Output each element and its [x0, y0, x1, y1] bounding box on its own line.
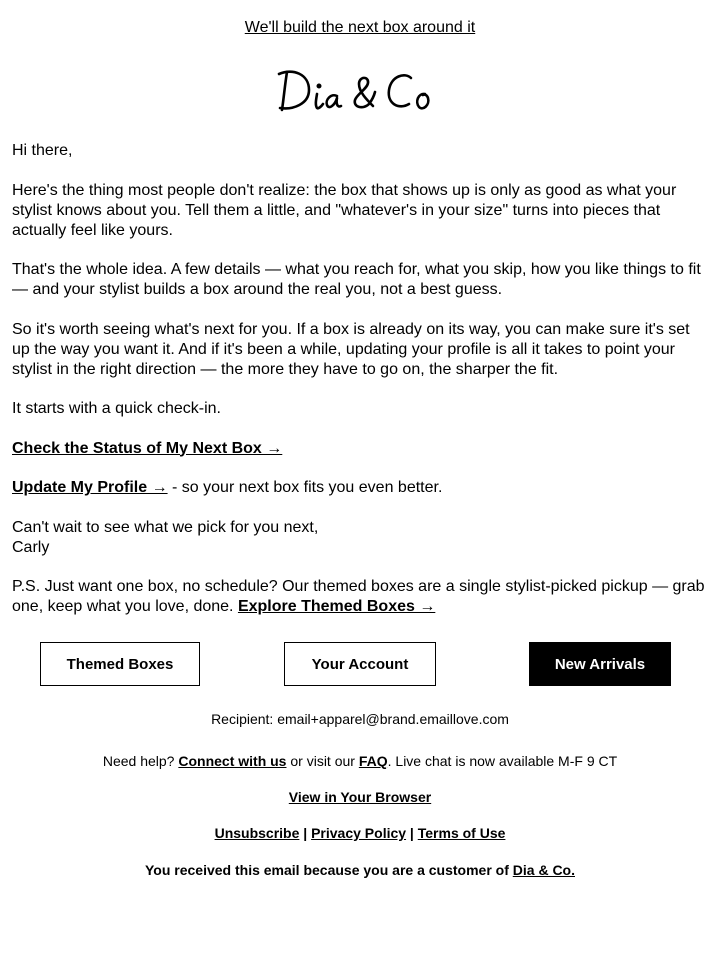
signoff: Can't wait to see what we pick for you next, — [12, 518, 319, 536]
faq-link[interactable]: FAQ — [358, 753, 388, 769]
legal-separator-2: | — [406, 825, 418, 841]
paragraph-2: That's the whole idea. A few details — what you reach for, what you skip, how you like things to fit — and your stylist builds a box around the real you, not a best guess. — [12, 261, 701, 298]
ps-paragraph — [12, 577, 708, 617]
brand-logo[interactable] — [0, 60, 720, 120]
brand-footer-link[interactable]: Dia & Co. — [512, 862, 575, 878]
themed-boxes-button[interactable]: Themed Boxes — [40, 642, 200, 686]
cta-profile-line — [12, 478, 708, 498]
cta-status-line — [12, 439, 708, 459]
preheader — [0, 18, 720, 38]
unsubscribe-link[interactable]: Unsubscribe — [214, 825, 300, 841]
your-account-button[interactable]: Your Account — [284, 642, 436, 686]
help-suffix: . Live chat is now available M-F 9 CT — [387, 753, 618, 769]
privacy-policy-link[interactable]: Privacy Policy — [311, 825, 407, 841]
help-mid: or visit our — [286, 753, 359, 769]
preheader-link[interactable]: We'll build the next box around it — [244, 19, 476, 36]
terms-of-use-link[interactable]: Terms of Use — [417, 825, 506, 841]
legal-separator-1: | — [299, 825, 312, 841]
dia-and-co-logo-icon — [275, 60, 445, 120]
profile-link-suffix: - so your next box fits you even better. — [167, 479, 443, 496]
legal-links — [0, 824, 720, 842]
view-in-browser-link[interactable]: View in Your Browser — [288, 789, 432, 805]
ps-text: P.S. Just want one box, no schedule? Our themed boxes are a single stylist-picked pickup — grab one, keep what you love, done. — [12, 578, 705, 615]
recipient-line: Recipient: email+apparel@brand.emaillove.com — [211, 711, 509, 727]
paragraph-4: It starts with a quick check-in. — [12, 400, 221, 417]
view-browser-line — [0, 788, 720, 806]
email-body — [12, 141, 708, 637]
explore-themed-boxes-link[interactable]: Explore Themed Boxes → — [237, 598, 436, 615]
greeting: Hi there, — [12, 142, 73, 159]
new-arrivals-button[interactable]: New Arrivals — [529, 642, 671, 686]
received-notice — [0, 861, 720, 879]
check-status-link[interactable]: Check the Status of My Next Box → — [12, 439, 283, 457]
paragraph-1: Here's the thing most people don't realize: the box that shows up is only as good as what your stylist knows about you. Tell them a little, and "whatever's in your size" turns into pieces that actually feel like yours. — [12, 181, 677, 239]
help-line — [0, 752, 720, 770]
received-prefix: You received this email because you are a customer of — [144, 862, 513, 878]
help-prefix: Need help? — [102, 753, 179, 769]
update-profile-link[interactable]: Update My Profile → — [12, 479, 168, 496]
paragraph-3: So it's worth seeing what's next for you. If a box is already on its way, you can make sure it's set up the way you want it. And if it's been a while, updating your profile is all it takes to point your stylist in the right direction — the more they have to go on, the sharper the fit. — [12, 320, 690, 378]
button-row — [0, 642, 720, 686]
connect-with-us-link[interactable]: Connect with us — [178, 753, 287, 769]
signoff-block — [12, 518, 708, 558]
signature: Carly — [12, 538, 50, 556]
